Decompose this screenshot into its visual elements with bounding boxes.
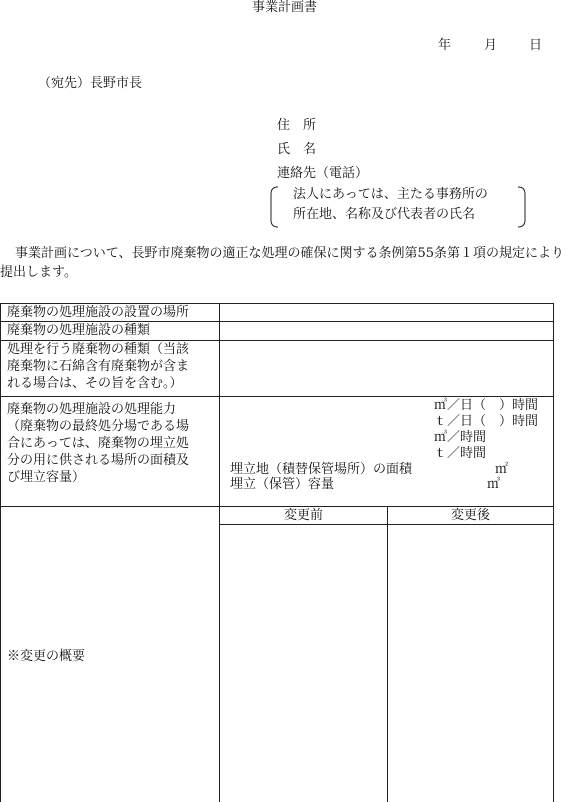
table-row — [1, 341, 554, 397]
waste-type-label-line: れる場合は、その旨を含む。） — [7, 376, 183, 391]
change-summary-label: ※変更の概要 — [1, 507, 220, 802]
capacity-unit-per-hour-volume: ㎥／時間 — [434, 430, 487, 445]
landfill-area-label: 埋立地（積替保管場所）の面積 — [230, 462, 413, 477]
capacity-value[interactable] — [220, 397, 554, 507]
capacity-unit-per-hour-weight: ｔ／時間 — [434, 446, 487, 461]
applicant-name-label: 氏 名 — [277, 142, 317, 157]
waste-type-label-line: 処理を行う廃棄物の種類（当該 — [7, 342, 190, 357]
capacity-label-line: 廃棄物の処理施設の処理能力 — [7, 402, 177, 417]
corporate-note-line2: 所在地、名称及び代表者の氏名 — [293, 207, 476, 222]
applicant-contact-label: 連絡先（電話） — [277, 166, 369, 181]
capacity-label — [1, 397, 220, 507]
waste-type-value[interactable] — [220, 341, 554, 397]
location-value[interactable] — [220, 304, 554, 322]
table-row — [1, 397, 554, 507]
capacity-unit-per-day-volume: ㎥／日（ ）時間 — [434, 398, 539, 413]
capacity-label-line: （廃棄物の最終処分場である場 — [7, 419, 190, 434]
before-change-header: 変更前 — [220, 507, 388, 525]
addressee: （宛先）長野市長 — [38, 76, 143, 91]
plan-table — [0, 303, 554, 802]
date-day: 日 — [529, 38, 543, 53]
landfill-area-row — [224, 462, 547, 477]
landfill-area-unit: ㎡ — [495, 462, 509, 477]
after-change-header: 変更後 — [388, 507, 554, 525]
date-line — [438, 38, 542, 54]
table-row — [1, 322, 554, 341]
table-row — [1, 304, 554, 322]
submission-statement: 事業計画について、長野市廃棄物の適正な処理の確保に関する条例第55条第１項の規定により提出します。 — [0, 246, 565, 280]
facility-type-label: 廃棄物の処理施設の種類 — [1, 322, 220, 341]
table-row — [1, 507, 554, 525]
capacity-label-line: 分の用に供される場所の面積及 — [7, 453, 190, 468]
waste-type-label-line: 廃棄物に石綿含有廃棄物が含ま — [7, 359, 190, 374]
capacity-label-line: び埋立容量） — [7, 470, 86, 485]
landfill-volume-row — [224, 477, 547, 492]
applicant-address-label: 住 所 — [277, 118, 317, 133]
date-month: 月 — [484, 38, 498, 53]
landfill-volume-label: 埋立（保管）容量 — [230, 477, 335, 492]
after-change-value[interactable] — [388, 525, 554, 802]
capacity-label-line: 合にあっては、廃棄物の埋立処 — [7, 436, 189, 451]
capacity-unit-per-day-weight: ｔ／日（ ）時間 — [434, 414, 539, 429]
date-year: 年 — [438, 38, 452, 53]
waste-type-label — [1, 341, 220, 397]
before-change-value[interactable] — [220, 525, 388, 802]
corporate-note-line1: 法人にあっては、主たる事務所の — [293, 187, 488, 202]
facility-type-value[interactable] — [220, 322, 554, 341]
document-title: 事業計画書 — [251, 0, 317, 15]
location-label: 廃棄物の処理施設の設置の場所 — [1, 304, 220, 322]
landfill-volume-unit: ㎥ — [487, 477, 501, 492]
